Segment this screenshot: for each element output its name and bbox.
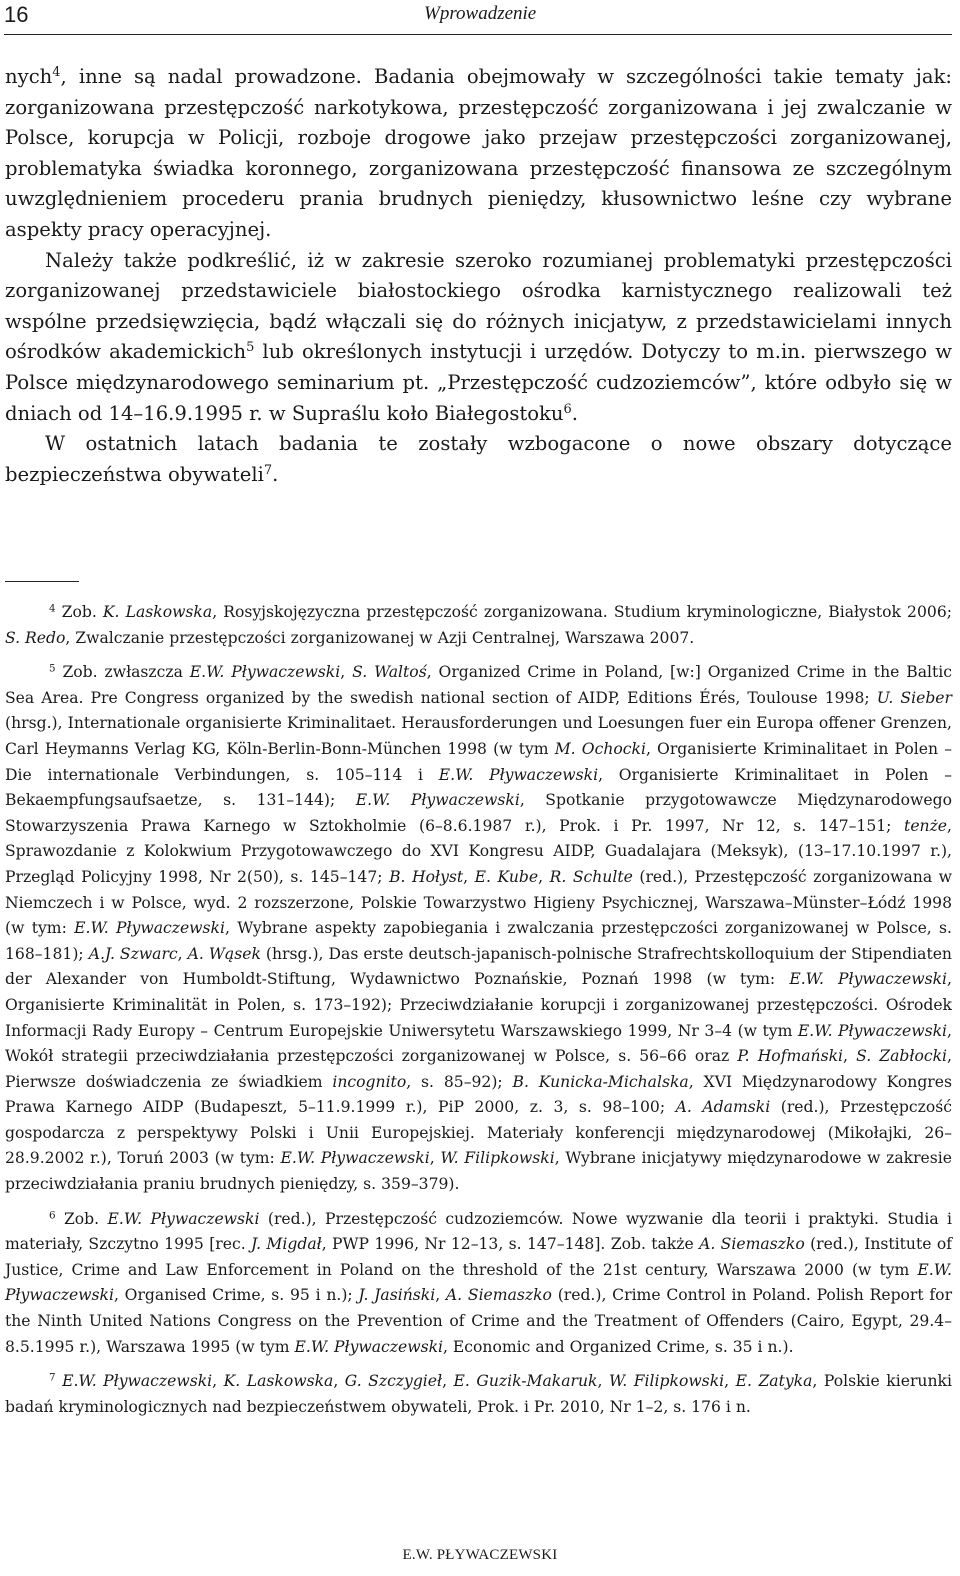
text-run: , <box>177 944 188 963</box>
italic-run: M. Ochocki <box>554 739 646 758</box>
text-run: , Economic and Organized Crime, s. 35 i n.). <box>443 1337 794 1356</box>
text-run: (red.), Przestępczość cudzoziemców. Nowe wyzwanie dla teorii i praktyki. Studia i materiały, Szczytno 1995 [rec. <box>5 1209 952 1254</box>
italic-run: A. Wąsek <box>187 944 261 963</box>
text-run: , <box>340 663 353 682</box>
italic-run: A. Adamski <box>675 1098 771 1117</box>
paragraph-1-text: , inne są nadal prowadzone. Badania obejmowały w szczególności takie tematy jak: zorganizowana przestępczość narkotykowa, przestępczość zorganizowana i jej zwalczanie w Polsce, korupcja w Policji, rozboje drogowe jako przejaw przestępczości zorganizowanej, problematyka świadka koronnego, zorganizowana przestępczość finansowa ze szczególnym uwzględnieniem procederu prania brudnych pieniędzy, kłusownictwo leśne czy wybrane aspekty pracy operacyjnej. <box>5 65 952 241</box>
italic-run: E.W. Pływaczewski <box>280 1149 430 1168</box>
paragraph-3 <box>5 429 952 490</box>
author-byline: E.W. PŁYWACZEWSKI <box>402 1547 558 1563</box>
paragraph-1-start: nych <box>5 65 53 88</box>
italic-run: W. Filipkowski <box>608 1372 725 1391</box>
italic-run: R. Schulte <box>549 867 633 886</box>
text-run: , Wokół strategii przeciwdziałania przestępczości zorganizowanej w Polsce, s. 56–66 oraz <box>5 1021 952 1066</box>
text-run: (red.), Przestępczość zorganizowana w Niemczech i w Polsce, wyd. 2 rozszerzone, Polskie Towarzystwo Higieny Psychicznej, Warszawa–Münster–Łódź 1998 (w tym: <box>5 867 953 938</box>
text-run: , <box>597 1372 609 1391</box>
text-run: , Wybrane inicjatywy międzynarodowe w zakresie przeciwdziałania praniu brudnych pieniędzy, s. 359–379). <box>5 1149 952 1194</box>
italic-run: E.W. Pływaczewski <box>189 663 341 682</box>
italic-run: W. Filipkowski <box>440 1149 555 1168</box>
footnote-separator <box>5 581 79 582</box>
paragraph-2-text-b: lub określonych instytucji i urzędów. Dotyczy to m.in. pierwszego w Polsce międzynarodowego seminarium pt. „Przestępczość cudzoziemców”, które odbyło się w dniach od 14–16.9.1995 r. w Supraślu koło Białegostoku <box>5 340 952 425</box>
italic-run: A. Siemaszko <box>699 1235 805 1254</box>
text-run: , <box>435 1286 446 1305</box>
text-run: (red.), Institute of Justice, Crime and Law Enforcement in Poland on the threshold of the 21st century, Warszawa 2000 (w tym <box>5 1235 952 1279</box>
italic-run: E.W. Pływaczewski <box>107 1209 260 1228</box>
text-run: , Organisierte Kriminalität in Polen, s. 173–192); Przeciwdziałanie korupcji i zorganizowanej przestępczości. Ośrodek Informacji Rady Europy – Centrum Europejskie Uniwersytetu Warszawskiego 1999, Nr 3–4 (w tym <box>5 970 952 1040</box>
italic-run: B. Hołyst <box>389 867 464 886</box>
page-number: 16 <box>4 2 29 27</box>
text-run: , Sprawozdanie z Kolokwium Przygotowawczego do XVI Kongresu AIDP, Guadalajara (Meksyk), (13–17.10.1997 r.), Przegląd Policyjny 1998, Nr 2(50), s. 145–147; <box>5 816 952 886</box>
text-run: (red.), Crime Control in Poland. Polish Report for the Ninth United Nations Congress on the Prevention of Crime and the Treatment of Offenders (Cairo, Egypt, 29.4–8.5.1995 r.), Warszawa 1995 (w tym <box>5 1286 953 1356</box>
italic-run: U. Sieber <box>876 688 952 707</box>
running-head: Wprowadzenie <box>424 3 537 24</box>
text-run: , Pierwsze doświadczenia ze świadkiem <box>5 1047 952 1091</box>
text-run: , Spotkanie przygotowawcze Międzynarodowego Stowarzyszenia Prawa Karnego w Sztokholmie (6–8.6.1987 r.), Prok. i Pr. 1997, Nr 12, s. 147–151; <box>5 791 952 835</box>
text-run: , Polskie kierunki badań kryminologicznych nad bezpieczeństwem obywateli, Prok. i Pr. 2010, Nr 1–2, s. 176 i n. <box>5 1372 952 1416</box>
paragraph-2-text-c: . <box>571 401 579 425</box>
footnote-ref-4: 4 <box>52 64 61 80</box>
italic-run: G. Szczygieł <box>344 1372 443 1391</box>
footnote-6 <box>5 1207 952 1361</box>
text-run: , s. 85–92); <box>406 1072 513 1091</box>
italic-run: J. Jasiński <box>358 1286 436 1305</box>
italic-run: E.W. Pływaczewski <box>5 1260 952 1305</box>
footnotes <box>5 600 952 1429</box>
text-run: , <box>442 1372 454 1391</box>
text-run: , <box>212 1372 224 1391</box>
paragraph-1 <box>5 62 952 246</box>
text-run: Zob. <box>55 1209 108 1228</box>
italic-run: E.W. Pływaczewski <box>355 791 520 810</box>
page-header <box>4 0 952 35</box>
text-run: Zob. zwłaszcza <box>55 663 190 682</box>
italic-run: E. Kube <box>474 867 539 886</box>
text-run: , XVI Międzynarodowy Kongres Prawa Karnego AIDP (Budapeszt, 5–11.9.1999 r.), PiP 2000, z. 3, s. 98–100; <box>5 1072 952 1117</box>
italic-run: K. Laskowska <box>102 603 213 621</box>
paragraph-2-text-a: Należy także podkreślić, iż w zakresie szeroko rozumianej problematyki przestępczości zorganizowanej przedstawiciele białostockiego ośrodka karnistycznego realizowali też wspólne przedsięwzięcia, bądź włączali się do różnych inicjatyw, z przedstawicielami innych ośrodków akademickich <box>5 248 952 364</box>
italic-run: S. Zabłocki <box>856 1047 948 1066</box>
italic-run: B. Kunicka-Michalska <box>512 1072 689 1091</box>
text-run: , PWP 1996, Nr 12–13, s. 147–148]. Zob. także <box>321 1235 700 1254</box>
italic-run: E.W. Pływaczewski <box>74 919 225 938</box>
footnote-7 <box>5 1369 952 1420</box>
text-run: , Organisierte Kriminalitaet in Polen – Bekaempfungsaufsaetze, s. 131–144); <box>5 765 952 810</box>
text-run: , <box>843 1047 857 1066</box>
footnote-4 <box>5 600 952 651</box>
italic-run: S. Redo <box>5 628 66 647</box>
italic-run: E.W. Pływaczewski <box>789 970 948 989</box>
italic-run: E. Guzik-Makaruk <box>453 1372 598 1391</box>
text-run: Zob. <box>55 603 103 621</box>
text-run: (hrsg.), Das erste deutsch-japanisch-polnische Strafrechtskolloquium der Stipendiaten der Alexander von Humboldt-Stiftung, Wydawnictwo Poznańskie, Poznań 1998 (w tym: <box>5 944 952 989</box>
text-run: , Organised Crime, s. 95 i n.); <box>113 1286 359 1305</box>
paragraph-2 <box>5 246 952 430</box>
footnote-ref-6: 6 <box>563 401 572 417</box>
text-run: , Rosyjskojęzyczna przestępczość zorganizowana. Studium kryminologiczne, Białystok 2006; <box>212 603 952 621</box>
italic-run: J. Migdał <box>251 1235 322 1254</box>
text-run: , <box>463 867 475 886</box>
footnote-ref-7: 7 <box>263 462 273 478</box>
footnote-number: 7 <box>49 1371 56 1384</box>
italic-run: E.W. Pływaczewski <box>797 1021 948 1040</box>
text-run: , Wybrane aspekty zapobiegania i zwalczania przestępczości zorganizowanej w Polsce, s. 168–181); <box>5 919 953 963</box>
text-run: (red.), Przestępczość gospodarcza z perspektywy Polski i Unii Europejskiej. Materiały konferencji międzynarodowej (Mikołajki, 26–28.9.2002 r.), Toruń 2003 (w tym: <box>5 1098 952 1168</box>
italic-run: K. Laskowska <box>223 1372 334 1391</box>
text-run: , <box>429 1149 441 1168</box>
italic-run: E.W. Pływaczewski <box>438 765 599 784</box>
italic-run: A. Siemaszko <box>445 1286 552 1305</box>
footnote-ref-5: 5 <box>246 340 255 356</box>
footnote-number: 4 <box>49 602 56 615</box>
italic-run: E.W. Pływaczewski <box>294 1337 444 1356</box>
italic-run: E.W. Pływaczewski <box>62 1372 213 1391</box>
text-run: , Zwalczanie przestępczości zorganizowanej w Azji Centralnej, Warszawa 2007. <box>65 628 695 647</box>
italic-run: incognito <box>332 1072 407 1091</box>
text-run: (hrsg.), Internationale organisierte Kriminalitaet. Herausforderungen und Loesungen fuer ein Europa offener Grenzen, Carl Heymanns Verlag KG, Köln-Berlin-Bonn-München 1998 (w tym <box>5 714 952 758</box>
footnote-5 <box>5 660 952 1197</box>
text-run: , Organized Crime in Poland, [w:] Organized Crime in the Baltic Sea Area. Pre Congress organized by the swedish national section of AIDP, Editions Érés, Toulouse 1998; <box>5 663 952 707</box>
footnote-number: 6 <box>49 1209 56 1221</box>
text-run: , <box>724 1372 736 1391</box>
main-text <box>5 62 952 490</box>
footnote-number: 5 <box>49 662 56 675</box>
text-run: , <box>538 867 550 886</box>
paragraph-3-text: W ostatnich latach badania te zostały wzbogacone o nowe obszary dotyczące bezpieczeństwa obywateli <box>5 432 952 486</box>
italic-run: P. Hofmański <box>737 1047 844 1066</box>
text-run: , <box>333 1372 345 1391</box>
italic-run: A.J. Szwarc <box>88 944 178 963</box>
italic-run: S. Waltoś <box>352 663 427 682</box>
text-run: , Organisierte Kriminalitaet in Polen – Die internationale Verbindungen, s. 105–114 i <box>5 739 953 784</box>
paragraph-3-end: . <box>272 462 279 486</box>
italic-run: E. Zatyka <box>735 1372 813 1391</box>
italic-run: tenże <box>904 816 948 835</box>
